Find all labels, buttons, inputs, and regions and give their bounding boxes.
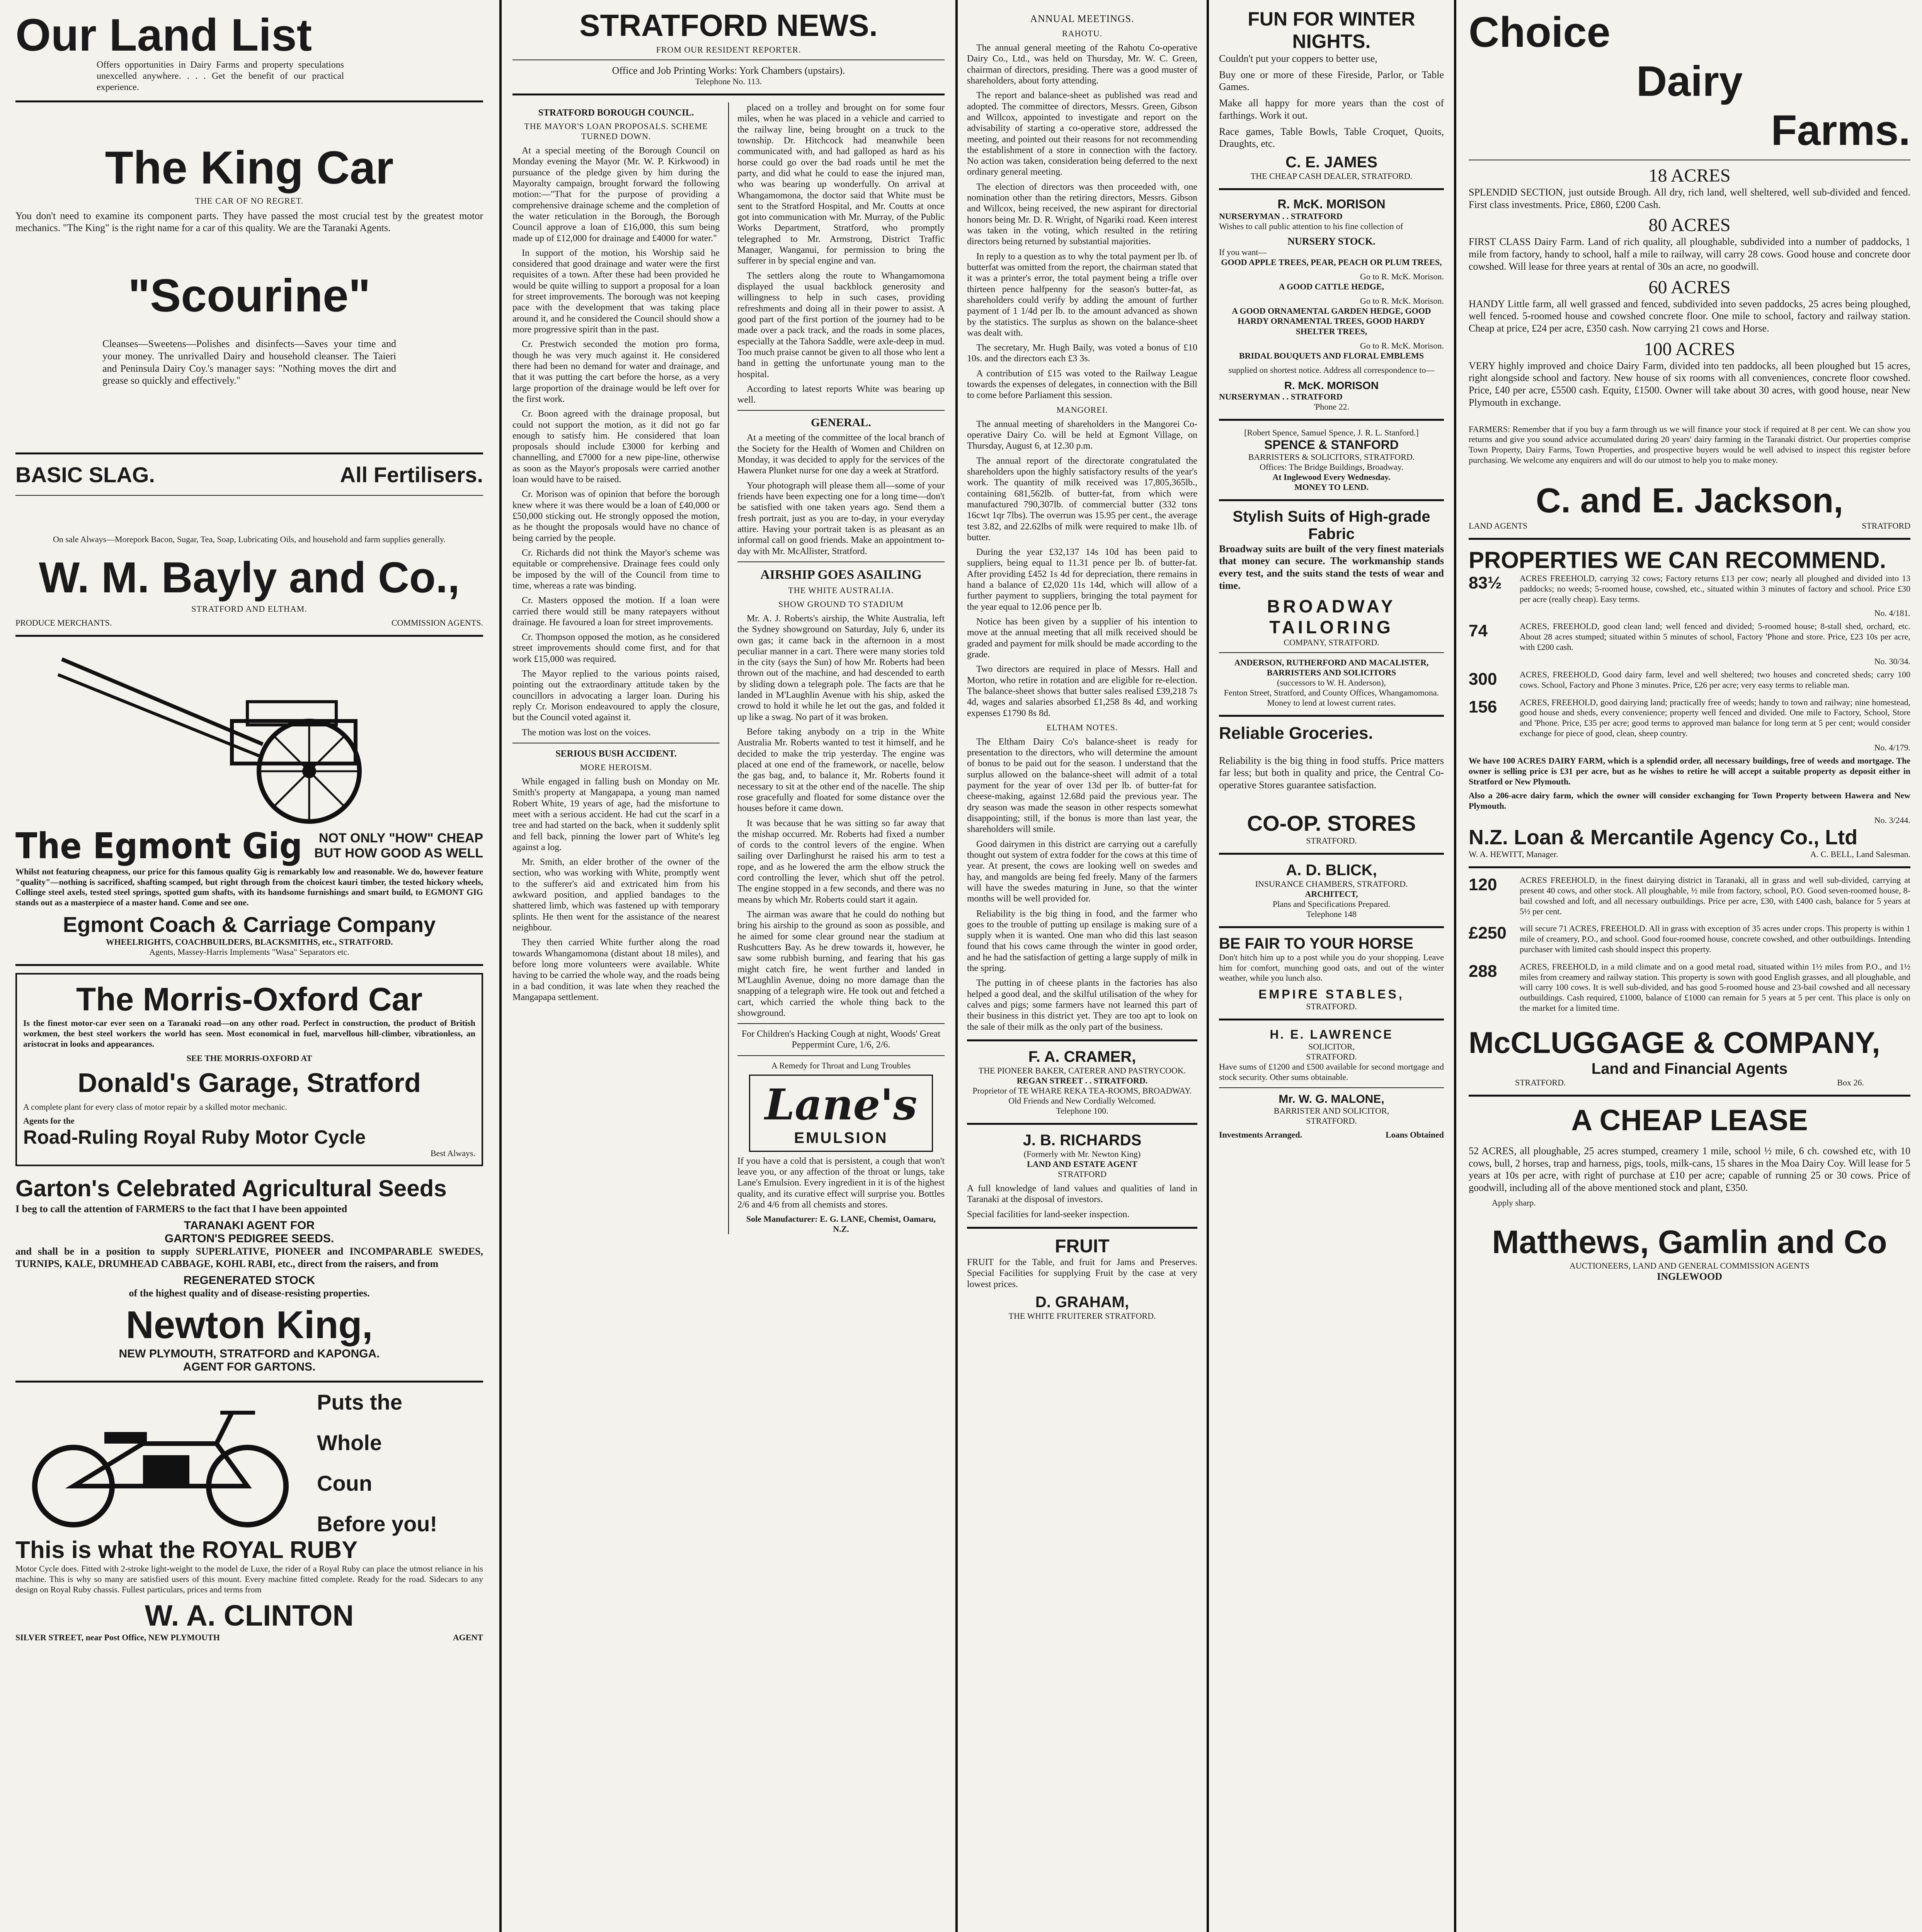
bayly-location: STRATFORD AND ELTHAM. bbox=[191, 604, 307, 614]
eltham-head: ELTHAM NOTES. bbox=[1046, 722, 1118, 732]
mccluggage-left: STRATFORD. bbox=[1515, 1077, 1566, 1087]
blick-sub: INSURANCE CHAMBERS, STRATFORD. bbox=[1255, 879, 1408, 889]
nights-p4: Race games, Table Bowls, Table Croquet, Quoits, Draughts, etc. bbox=[1219, 126, 1444, 150]
nights-head: FUN FOR WINTER NIGHTS. bbox=[1248, 8, 1415, 52]
blick-arch: ARCHITECT, bbox=[1305, 889, 1358, 899]
morison-if: If you want— bbox=[1219, 247, 1267, 257]
props-footer: We have 100 ACRES DAIRY FARM, which is a splendid order, all necessary buildings, free of weeds and mortgage. The owner is selling price is £31 per acre, but as he wishes to retire he will accept a suitable property as deposit either in Stratford or New Plymouth. bbox=[1469, 755, 1910, 786]
property-listing bbox=[1469, 923, 1910, 958]
mangorei-p3: During the year £32,137 14s 10d has been paid to suppliers, being equal to 11.31 pence per lb. of butter-fat. After providing £452 1s 4d for depreciation, there remains in hand a balance of £2,020 11s 14d, which will allow of a further payment to suppliers, bringing the total payment for the year equal to 12.06 pence per lb. bbox=[967, 547, 1197, 612]
richards-name: J. B. RICHARDS bbox=[1023, 1131, 1142, 1149]
morison-nursery: NURSERYMAN . . STRATFORD bbox=[1219, 211, 1343, 221]
stratford-news-masthead: STRATFORD NEWS. bbox=[579, 8, 878, 43]
property-acres: 300 bbox=[1469, 669, 1497, 689]
lane-emulsion: EMULSION bbox=[794, 1129, 888, 1146]
royal-ruby-puts: Puts the bbox=[317, 1390, 402, 1415]
borough-headline: STRATFORD BOROUGH COUNCIL. bbox=[538, 108, 694, 118]
morison-item-5: supplied on shortest notice. Address all correspondence to— bbox=[1228, 365, 1435, 375]
jackson-row bbox=[1469, 521, 1910, 531]
rahotu-head: RAHOTU. bbox=[1062, 29, 1103, 38]
morison-go-1: Go to R. McK. Morison. bbox=[1360, 271, 1444, 281]
richards-special: Special facilities for land-seeker inspection. bbox=[967, 1209, 1130, 1219]
king-car-text: You don't need to examine its component parts. They have passed the most crucial test by the greatest motor mechanics. "The King" is the right name for a car of this quality. We are the Taranaki Agents. bbox=[15, 210, 483, 234]
airship-p1: Mr. A. J. Roberts's airship, the White Australia, left the Sydney showground on Saturday, July 6, under its own gas; it came back in the afternoon in a most peculiar manner in a cart. There were many stories told in the city (says the Sun) of how Mr. Roberts had been thrown out of the machine, and had descended to earth by sliding down a telegraph pole. The facts are that he landed in M'Laughlin Avenue with his ship, asked the crowd to hold it while he let out the gas, and folded it up like a swag. No part of it was broken. bbox=[737, 613, 945, 722]
property-text bbox=[1520, 573, 1910, 618]
lane-text: If you have a cold that is persistent, a cough that won't leave you, or any affection of the throat or lungs, take Lane's Emulsion. Every ingredient in it is of the highest quality, and its curative effect will surprise you. Bottles 2/6 and 4/6 from all chemists and stores. bbox=[737, 1156, 945, 1210]
bayly-produce: PRODUCE MERCHANTS. bbox=[15, 617, 112, 628]
clinton-address: SILVER STREET, near Post Office, NEW PLYMOUTH bbox=[15, 1632, 220, 1642]
motorcycle-drawing bbox=[15, 1389, 309, 1529]
mgc-sub: AUCTIONEERS, LAND AND GENERAL COMMISSION AGENTS bbox=[1569, 1260, 1810, 1270]
bush-headline: SERIOUS BUSH ACCIDENT. bbox=[555, 748, 677, 759]
morris-best-always: Best Always. bbox=[430, 1148, 475, 1158]
lane-logo bbox=[749, 1075, 933, 1152]
on-sale-text: On sale Always—Morepork Bacon, Sugar, Tea, Soap, Lubricating Oils, and household and farm supplies generally. bbox=[53, 534, 446, 544]
king-car-subtitle: THE CAR OF NO REGRET. bbox=[195, 196, 304, 206]
general-p1: At a meeting of the committee of the local branch of the Society for the Health of Women and Children on Monday, it was decided to apply for the services of the Hawera Plunket nurse for one day a week at Stratford. bbox=[737, 433, 945, 476]
anderson-addr: Fenton Street, Stratford, and County Offices, Whangamomona. bbox=[1224, 687, 1439, 697]
coop-stores: CO-OP. STORES bbox=[1247, 811, 1416, 835]
property-number: No. 4/181. bbox=[1874, 608, 1910, 618]
morris-agents-for: Agents for the bbox=[23, 1116, 75, 1126]
cramer-name: F. A. CRAMER, bbox=[1028, 1048, 1136, 1065]
office-telephone: Telephone No. 113. bbox=[695, 77, 762, 86]
newton-king: Newton King, bbox=[126, 1303, 373, 1347]
richards-role: LAND AND ESTATE AGENT bbox=[1027, 1159, 1137, 1169]
broadway-word: BROADWAY bbox=[1267, 596, 1396, 616]
property-text bbox=[1520, 670, 1910, 694]
horse-title: BE FAIR TO YOUR HORSE bbox=[1219, 935, 1414, 952]
jackson-title: C. and E. Jackson, bbox=[1536, 481, 1844, 520]
gig-illustration bbox=[15, 644, 483, 825]
basic-slag-banner bbox=[15, 462, 483, 487]
nz-loan-manager: W. A. HEWITT, Manager. bbox=[1469, 849, 1558, 859]
royal-ruby-ad bbox=[15, 1389, 483, 1536]
mccluggage-props bbox=[1469, 875, 1910, 1017]
general-p2: Your photograph will please them all—some of your friends have been expecting one for a long time—don't be satisfied with one taken years ago. Send them a fresh portrait, just as you are to-day, in your everyday attire. Having your portrait taken is as pleasant as an informal call on good friends. Make an appointment to-day with Mr. McAllister, Stratford. bbox=[737, 480, 945, 556]
morison-item-4: BRIDAL BOUQUETS AND FLORAL EMBLEMS bbox=[1239, 351, 1424, 361]
property-acres: 74 bbox=[1469, 621, 1488, 641]
mangorei-head: MANGOREI. bbox=[1056, 405, 1108, 415]
annual-meetings-head: ANNUAL MEETINGS. bbox=[1030, 13, 1134, 24]
broadway-company: COMPANY, STRATFORD. bbox=[1284, 637, 1379, 647]
cheap-lease-title: A CHEAP LEASE bbox=[1571, 1104, 1808, 1137]
airship-headline: AIRSHIP GOES ASAILING bbox=[760, 567, 922, 582]
farms-word: Farms. bbox=[1771, 107, 1910, 154]
mgc-title: Matthews, Gamlin and Co bbox=[1492, 1223, 1887, 1260]
garton-pedigree: GARTON'S PEDIGREE SEEDS. bbox=[164, 1232, 334, 1245]
column-2 bbox=[502, 0, 955, 1932]
property-text bbox=[1520, 962, 1910, 1017]
rahotu-p3: The election of directors was then proceeded with, one nomination other than the retiring directors, Messrs. Gibson and Willcox, being received, the new aspirant for directorial honors being Mr. D. R. Wright, of Ngariki road. Keen interest was taken in the voting, which resulted in the retiring directors being returned by substantial majorities. bbox=[967, 182, 1197, 247]
bayly-roles bbox=[15, 618, 483, 628]
mgc-place: INGLEWOOD bbox=[1656, 1270, 1723, 1282]
property-acres: 83½ bbox=[1469, 573, 1502, 592]
richards-place: STRATFORD bbox=[1058, 1169, 1107, 1179]
nz-loan-title: N.Z. Loan & Mercantile Agency Co., Ltd bbox=[1469, 826, 1858, 849]
farm-18-text: SPLENDID SECTION, just outside Brough. All dry, rich land, well sheltered, well sub-divided and fenced. First class investments. Price, £860, £200 Cash. bbox=[1469, 187, 1910, 210]
mccluggage-sub: Land and Financial Agents bbox=[1591, 1060, 1788, 1077]
cramer-tel: Telephone 100. bbox=[1056, 1105, 1108, 1116]
property-listing bbox=[1469, 670, 1910, 694]
column-rule-4 bbox=[1454, 0, 1456, 1932]
james-sub: THE CHEAP CASH DEALER, STRATFORD. bbox=[1250, 171, 1413, 181]
newton-king-agent: AGENT FOR GARTONS. bbox=[183, 1361, 316, 1374]
land-list-title: Our Land List bbox=[15, 10, 312, 61]
property-text bbox=[1520, 697, 1910, 753]
tailoring-word: TAILORING bbox=[1269, 617, 1394, 637]
spence-inglewood: At Inglewood Every Wednesday. bbox=[1272, 472, 1391, 482]
news-col-a bbox=[512, 102, 720, 1234]
malone-loans: Loans Obtained bbox=[1386, 1129, 1444, 1139]
borough-subhead: THE MAYOR'S LOAN PROPOSALS. SCHEME TURNED DOWN. bbox=[524, 121, 708, 141]
morris-title: The Morris-Oxford Car bbox=[76, 981, 423, 1018]
spence-offices: Offices: The Bridge Buildings, Broadway. bbox=[1260, 462, 1403, 472]
eltham-p1: The Eltham Dairy Co's balance-sheet is ready for presentation to the directors, who will determine the amount of bonus to be paid out for the season. I understand that the surplus allowed on the balance-sheet will admit of a total payment for the year of over 13d per lb. of butter-fat for cheese-making, against 12.68d paid the previous year. The dry season was made the season in other respects somewhat disappointing; still, if the bonus is more than last year, the shareholders will smile. bbox=[967, 736, 1197, 835]
mccluggage-row bbox=[1469, 1078, 1910, 1088]
egmont-gig-text: Whilst not featuring cheapness, our price for this famous quality Gig is remarkably low and reasonable. We do, however feature "quality"—nothing is sacrificed, shafting scamped, but right through from the choicest kauri timber, the tested hickory wheels, Collinge steel axels, tested steel springs, spotted gum shafts, with its handsome furnishings and smart build, to EGMONT GIG stands out as a masterpiece of a master hand. Come and see one. bbox=[15, 866, 483, 908]
blick-tel: Telephone 148 bbox=[1306, 909, 1357, 919]
borough-p6: Cr. Richards did not think the Mayor's scheme was equitable or comprehensive. Drainage fees could only be imposed by the will of the Council from time to time, whereas a rate was binding. bbox=[512, 548, 720, 591]
morison-name: R. McK. MORISON bbox=[1277, 197, 1386, 211]
cough-ad: For Children's Hacking Cough at night, Woods' Great Peppermint Cure, 1/6, 2/6. bbox=[741, 1029, 941, 1050]
james-name: C. E. JAMES bbox=[1285, 154, 1377, 171]
property-acres: £250 bbox=[1469, 923, 1507, 943]
news-divider bbox=[728, 102, 729, 1234]
col2b-p2: The settlers along the route to Whangamomona displayed the usual backblock generosity and willingness to help in such cases, providing refreshments and doing all in their power to assist. A good part of the first portion of the journey had to be made over a pack track, and the roads in some places, especially at the Tahora Saddle, were axle-deep in mud. Too much praise cannot be given to all those who lent a hand in getting the unfortunate young man to the hospital. bbox=[737, 270, 945, 379]
malone-name: Mr. W. G. MALONE, bbox=[1278, 1092, 1384, 1105]
mangorei-p2: The annual report of the directorate congratulated the shareholders upon the highly satisfactory results of the year's work. The quantity of milk received was 17,805,365lb., containing 681,562lb. of butter-fat, from which were manufactured 790,307lb. of commercial butter (332 tons 16cwt 1qr 7lbs). The overrun was 15.95 per cent., the average test 3.82, and 22.62lbs of milk were required to make 1lb. of butter. bbox=[967, 456, 1197, 543]
royal-ruby-whole: Whole bbox=[317, 1430, 382, 1455]
property-description: ACRES, FREEHOLD, good clean land; well fenced and divided; 5-roomed house; 8-stall shed, orchard, etc. About 28 acres stumped; situated within 5 minutes of school, Factory 'Phone and store. Price, £23 10s per acre, with £200 cash. bbox=[1520, 621, 1910, 652]
borough-p7: Cr. Masters opposed the motion. If a loan were carried there would still be many ratepayers without drainage. He favoured a loan for street improvements. bbox=[512, 595, 720, 628]
props-title: PROPERTIES WE CAN RECOMMEND. bbox=[1469, 547, 1886, 573]
lawrence-text: Have sums of £1200 and £500 available for second mortgage and stock security. Other sums obtainable. bbox=[1219, 1062, 1444, 1082]
donalds-garage: Donald's Garage, Stratford bbox=[78, 1067, 421, 1098]
property-description: ACRES FREEHOLD, carrying 32 cows; Factory returns £13 per cow; nearly all ploughed and divided into 13 paddocks; no weeds; 5-roomed house, cowshed, etc., situated within 3 minutes of factory and school. Price £30 per acre (really cheap). Easy terms. bbox=[1520, 573, 1910, 604]
property-listing bbox=[1469, 621, 1910, 666]
anderson-role: BARRISTERS AND SOLICITORS bbox=[1267, 667, 1396, 677]
property-listing bbox=[1469, 697, 1910, 753]
borough-p3: Cr. Prestwich seconded the motion pro forma, though he was very much against it. He considered there had been no demand for water and drainage, and that it was putting the cart before the horse, as a very large proportion of the drainage would be left over for the first work. bbox=[512, 339, 720, 404]
bayly-title: W. M. Bayly and Co., bbox=[39, 553, 460, 602]
property-listing bbox=[1469, 962, 1910, 1017]
nz-loan-row bbox=[1469, 849, 1910, 859]
malone-place: STRATFORD. bbox=[1306, 1116, 1357, 1126]
malone-investments: Investments Arranged. bbox=[1219, 1129, 1302, 1139]
jackson-left: LAND AGENTS bbox=[1469, 520, 1528, 531]
column-1 bbox=[0, 0, 499, 1932]
garton-p1: I beg to call the attention of FARMERS to the fact that I have been appointed bbox=[15, 1203, 347, 1215]
borough-p1: At a special meeting of the Borough Council on Monday evening the Mayor (Mr. W. P. Kirkwood) in pursuance of the pledge given by him during the Mayoralty campaign, brought forward the following motion:—"That for the purpose of providing a comprehensive drainage scheme and the completion of the water reticulation in the Borough, the Borough Council approve a loan of £16,000, this sum being made up of £12,000 for drainage and £4000 for water." bbox=[512, 146, 720, 243]
eltham-p4: The putting in of cheese plants in the factories has also helped a good deal, and the skilful utilisation of the whey for calves and pigs; some farmers have not learned this part of their business in this district yet. They are too apt to look on the sale of their milk as the only part of the business. bbox=[967, 978, 1197, 1032]
props-footer-2-no: No. 3/244. bbox=[1874, 815, 1910, 825]
property-listing bbox=[1469, 875, 1910, 920]
property-description: will secure 71 ACRES, FREEHOLD. All in grass with exception of 35 acres under crops. This property is within 1 mile of creamery, P.O., and school. Good four-roomed house, concrete cowshed, and other outbuildings. Intending purchaser with limited cash should inspect this property. bbox=[1520, 923, 1910, 954]
morris-plant: A complete plant for every class of motor repair by a skilled motor mechanic. bbox=[23, 1102, 287, 1112]
news-columns bbox=[512, 102, 945, 1234]
eltham-p3: Reliability is the big thing in food, and the farmer who goes to the trouble of putting up ensilage is making sure of a supply when it is wanted. One man who did this last season found that his cows came through the winter in good order, and he had the satisfaction of getting a large supply of milk in the spring. bbox=[967, 908, 1197, 974]
mangorei-p4: Notice has been given by a supplier of his intention to move at the annual meeting that all milk received should be graded and payment for milk should be made according to the grade. bbox=[967, 617, 1197, 660]
general-headline: GENERAL. bbox=[811, 416, 871, 429]
property-acres: 156 bbox=[1469, 697, 1497, 716]
morris-see: SEE THE MORRIS-OXFORD AT bbox=[186, 1053, 312, 1063]
property-listing bbox=[1469, 573, 1910, 618]
airship-sub2: SHOW GROUND TO STADIUM bbox=[778, 599, 904, 609]
king-car-title: The King Car bbox=[105, 141, 394, 194]
basic-slag-label: BASIC SLAG. bbox=[15, 463, 155, 487]
borough-result: The motion was lost on the voices. bbox=[522, 727, 651, 738]
farm-18-title: 18 ACRES bbox=[1648, 165, 1731, 186]
garton-regen: REGENERATED STOCK bbox=[183, 1274, 315, 1287]
egmont-company: Egmont Coach & Carriage Company bbox=[63, 912, 436, 937]
nz-loan-salesman: A. C. BELL, Land Salesman. bbox=[1810, 849, 1910, 859]
cheap-lease-apply: Apply sharp. bbox=[1492, 1197, 1536, 1208]
anderson-money: Money to lend at lowest current rates. bbox=[1267, 697, 1396, 707]
col2b-p1: placed on a trolley and brought on for some four miles, when he was placed in a vehicle and carried to the railway line, being brought on a truck to the township. Dr. Hitchcock had meanwhile been communicated with, and had galloped as hard as his horse could go over the bad roads until he met the party, and did what he could to ease the injured man, who was bearing up wonderfully. On arrival at Whangamomona, the doctor said that White must be sent to the Stratford Hospital, and Mr. Coutts at once got into communication with Mr. Murray, of the Public Works Department, Stratford, who promptly telegraphed to Mr. Armstrong, District Traffic Manager, Wanganui, for permission to bring the sufferer in by special engine and van. bbox=[737, 103, 945, 266]
egmont-gig-title: The Egmont Gig bbox=[15, 825, 303, 867]
jackson-right: STRATFORD bbox=[1862, 520, 1910, 531]
nights-p2: Buy one or more of these Fireside, Parlor, or Table Games. bbox=[1219, 69, 1444, 93]
suits-title: Stylish Suits of High-grade Fabric bbox=[1233, 508, 1430, 543]
borough-p5: Cr. Morison was of opinion that before the borough knew where it was there would be a loan of £40,000 or £50,000 sticking out. He strongly opposed the motion, as he thought the proposals would have no chance of being carried by the people. bbox=[512, 489, 720, 543]
property-acres: 120 bbox=[1469, 875, 1497, 895]
column-rule-1 bbox=[499, 0, 502, 1932]
royal-ruby-before: Before you! bbox=[317, 1512, 438, 1536]
reliable-text: Reliability is the big thing in food stuffs. Price matters far less; but both in quality and price, the Central Co-operative Stores guarantee satisfaction. bbox=[1219, 755, 1444, 791]
rahotu-p1: The annual general meeting of the Rahotu Co-operative Dairy Co., Ltd., was held on Thursday, Mr. W. C. Green, chairman of directors, presiding. There was a good muster of shareholders, about forty attending. bbox=[967, 43, 1197, 86]
borough-p2: In support of the motion, his Worship said he considered that good drainage and water were the first requisites of a town. After these had been provided he would be quite willing to support a proposal for a loan for street improvements. The borough was not keeping pace with the development that was taking place around it, and he considered the Council should show a more progressive spirit than in the past. bbox=[512, 248, 720, 335]
property-text bbox=[1520, 621, 1910, 666]
spence-money: MONEY TO LEND. bbox=[1294, 482, 1369, 492]
farm-100-title: 100 ACRES bbox=[1644, 338, 1735, 359]
blick-name: A. D. BLICK, bbox=[1286, 861, 1377, 879]
office-line: Office and Job Printing Works: York Chambers (upstairs). bbox=[612, 65, 845, 76]
clinton-name: W. A. CLINTON bbox=[145, 1599, 354, 1632]
richards-late: (Formerly with Mr. Newton King) bbox=[1023, 1149, 1141, 1159]
blick-plans: Plans and Specifications Prepared. bbox=[1272, 899, 1391, 909]
bush-p2: Mr. Smith, an elder brother of the owner of the section, who was working with White, promptly went to the sufferer's aid and extricated him from his awkward position, and applied bandages to the shattered limb, which was fastened up with temporary splints. He then went for the assistance of the nearest neighbour. bbox=[512, 857, 720, 933]
mccluggage-right: Box 26. bbox=[1837, 1077, 1864, 1087]
property-text bbox=[1520, 923, 1910, 958]
spence-role: BARRISTERS & SOLICITORS, STRATFORD. bbox=[1248, 452, 1415, 462]
choice-word: Choice bbox=[1469, 9, 1610, 56]
property-description: ACRES, FREEHOLD, Good dairy farm, level and well sheltered; two houses and concreted sheds; carry 100 cows. School, Factory and Phone 3 minutes. Price, £26 per acre; very easy terms to reliable man. bbox=[1520, 669, 1910, 690]
morison-wishes: Wishes to call public attention to his fine collection of bbox=[1219, 221, 1403, 231]
morison-go-3: Go to R. McK. Morison. bbox=[1360, 341, 1444, 350]
egmont-slogan-2: BUT HOW GOOD AS WELL bbox=[314, 846, 483, 861]
land-list-text: Offers opportunities in Dairy Farms and property speculations unexcelled anywhere. . . . Get the benefit of our practical experience. bbox=[97, 60, 344, 93]
anderson-title: ANDERSON, RUTHERFORD AND MACALISTER, bbox=[1234, 657, 1429, 667]
anderson-succ: (successors to W. H. Anderson), bbox=[1277, 677, 1386, 687]
morris-text: Is the finest motor-car ever seen on a Taranaki road—on any other road. Perfect in construction, the product of British workmen, the best steel workers the world has seen. Most economical in fuel, marvellous hill-climber, vibrationless, an aristocrat in looks and appearances. bbox=[23, 1018, 475, 1049]
empire-stables: EMPIRE STABLES, bbox=[1258, 987, 1404, 1002]
fruit-ad bbox=[967, 1236, 1197, 1321]
royal-ruby-coun: Coun bbox=[317, 1471, 373, 1496]
cramer-ad bbox=[967, 1048, 1197, 1116]
borough-p8: Cr. Thompson opposed the motion, as he considered street improvements should come first, and for that work £15,000 was required. bbox=[512, 632, 720, 664]
property-description: ACRES FREEHOLD, in the finest dairying district in Taranaki, all in grass and well sub-divided, carrying at present 40 cows, and other stock. All ploughable, ½ mile from factory, school, P.O. Good seven-roomed house, 8-bail cowshed and loft, and all necessary outbuildings. Price per acre, £30, with £400 cash, balance for 5 years at 5½ per cent. bbox=[1520, 875, 1910, 916]
resident-reporter: FROM OUR RESIDENT REPORTER. bbox=[656, 45, 801, 54]
airship-sub: THE WHITE AUSTRALIA. bbox=[788, 585, 894, 595]
farm-100-text: VERY highly improved and choice Dairy Farm, divided into ten paddocks, all been ploughed but 15 acres, right alongside school and factory. New house of six rooms with all conveniences, concrete floor cowshed. Price, £40 per acre, £5500 cash. Equity, £1500. Owner will take about 30 acres, with good house, near New Plymouth in exchange. bbox=[1469, 360, 1910, 408]
nights-p3: Make all happy for more years than the cost of farthings. Work it out. bbox=[1219, 97, 1444, 121]
garton-title: Garton's Celebrated Agricultural Seeds bbox=[15, 1175, 447, 1202]
airship-p2: Before taking anybody on a trip in the White Australia Mr. Roberts wanted to test it himself, and he decided to make the trip yesterday. The engine was placed at one end of the framework, or nacelle, below the gas bag, and, to balance it, Mr. Roberts found it necessary to sit at the other end of the nacelle. The ship rose gracefully and floated for some distance over the houses before it came down. bbox=[737, 727, 945, 814]
farm-60-text: HANDY Little farm, all well grassed and fenced, subdivided into seven paddocks, 25 acres being ploughed, well fenced. 5-roomed house and cowshed concrete floor. One mile to school, factory and railway station. Cheap at price, £24 per acre, £350 cash. Now carrying 21 cows and Horse. bbox=[1469, 298, 1910, 334]
egmont-slogan-1: NOT ONLY "HOW" CHEAP bbox=[318, 831, 483, 846]
spence-title: SPENCE & STANFORD bbox=[1264, 437, 1399, 452]
egmont-agents: Agents, Massey-Harris Implements "Wasa" Separators etc. bbox=[149, 947, 349, 957]
morison-name-2: R. McK. MORISON bbox=[1284, 379, 1379, 391]
news-col-b bbox=[737, 102, 945, 1234]
scourine-title: "Scourine" bbox=[128, 270, 371, 322]
cramer-street: REGAN STREET . . STRATFORD. bbox=[1016, 1075, 1148, 1085]
morison-stock: NURSERY STOCK. bbox=[1287, 235, 1376, 247]
egmont-company-sub: WHEELRIGHTS, COACHBUILDERS, BLACKSMITHS, etc., STRATFORD. bbox=[106, 937, 393, 947]
bush-p3: They then carried White further along the road towards Whangamomona (distant about 18 miles), and before long more volunteers were available. White having to be carried the whole way, and the roads being in a bad condition, it was late when they reached the Mangapapa settlement. bbox=[512, 937, 720, 1002]
clinton-agent: AGENT bbox=[453, 1632, 483, 1642]
mangorei-p1: The annual meeting of shareholders in the Mangorei Co-operative Dairy Co. will be held at Egmont Village, on Thursday, August 6, at 12.30 p.m. bbox=[967, 419, 1197, 451]
gig-drawing bbox=[15, 644, 472, 825]
morison-go-2: Go to R. McK. Morison. bbox=[1360, 296, 1444, 306]
rahotu-p6: A contribution of £15 was voted to the Railway League towards the expenses of delegates, in connection with the Bill to come before Parliament this session. bbox=[967, 368, 1197, 401]
mccluggage-title: McCLUGGAGE & COMPANY, bbox=[1469, 1025, 1880, 1060]
fruit-text: FRUIT for the Table, and fruit for Jams and Preserves. Special Facilities for supplying Fruit by the case at very lowest prices. bbox=[967, 1257, 1197, 1289]
suits-text: Broadway suits are built of the very finest materials that money can secure. The workmanship stands every test, and the suits stand the tests of wear and time. bbox=[1219, 543, 1444, 591]
airship-p4: The airman was aware that he could do nothing but bring his airship to the ground as soon as possible, and he aimed for some clear ground near the stadium at Rushcutters Bay. As he drew towards it, however, he saw some rubbish burning, and fearing that his gas might catch fire, he went further and landed in M'Laughlin Avenue, doing no more damage than the snapping of a telegraph wire. He took out and fetched a cart, which carried the whole thing back to the showground. bbox=[737, 910, 945, 1018]
props-list bbox=[1469, 573, 1910, 753]
farmers-text: FARMERS: Remember that if you buy a farm through us we will finance your stock if required at 8 per cent. We can show you returns and give you sound advice accumulated during 20 years' dairy farming in the Taranaki district. Our properties comprise Town Property, Dairy Farms, Town Properties, and prospective buyers would be well advised to inspect this register before purchasing. We welcome any enquirers and will do our utmost to help you to make money. bbox=[1469, 424, 1910, 465]
bush-subhead: MORE HEROISM. bbox=[580, 762, 652, 772]
morris-oxford-ad bbox=[15, 973, 483, 1166]
nights-p1: Couldn't put your coppers to better use, bbox=[1219, 53, 1377, 64]
royal-ruby-cycle: Road-Ruling Royal Ruby Motor Cycle bbox=[23, 1126, 366, 1148]
lane-tagline: A Remedy for Throat and Lung Troubles bbox=[771, 1060, 911, 1070]
column-rule-3 bbox=[1207, 0, 1209, 1932]
lane-brand: Lane's bbox=[764, 1079, 918, 1129]
property-description: ACRES, FREEHOLD, good dairying land; practically free of weeds; handy to town and railway; nine homestead, good house and sheds, every convenience; property well fenced and divided. One mile to Factory, School, Store and 'Phone. Price, £35 per acre; good terms to approved man balance for long term at 5 per cent; would consider exchange for piece of good, clean, sheep country. bbox=[1520, 697, 1910, 738]
morison-item-1: GOOD APPLE TREES, PEAR, PEACH OR PLUM TREES, bbox=[1221, 257, 1442, 267]
spence-names: [Robert Spence, Samuel Spence, J. R. L. Stanford.] bbox=[1244, 427, 1419, 437]
dairy-word: Dairy bbox=[1636, 58, 1743, 105]
malone-services bbox=[1219, 1130, 1444, 1140]
property-number: No. 30/34. bbox=[1874, 656, 1910, 666]
cramer-friends: Old Friends and New Cordially Welcomed. bbox=[1008, 1095, 1156, 1105]
richards-ad bbox=[967, 1132, 1197, 1220]
column-5 bbox=[1457, 0, 1922, 1932]
scourine-text: Cleanses—Sweetens—Polishes and disinfects—Saves your time and your money. The unrivalled Dairy and household cleanser. The Taieri and Peninsula Dairy Coy.'s manager says: "Nothing moves the dirt and grease so quickly and effectively." bbox=[102, 338, 396, 386]
fruit-title: FRUIT bbox=[1055, 1236, 1110, 1257]
property-number: No. 4/179. bbox=[1874, 742, 1910, 752]
morison-phone: 'Phone 22. bbox=[1314, 401, 1349, 412]
cheap-lease-text: 52 ACRES, all ploughable, 25 acres stumped, creamery 1 mile, school ½ mile, 6 ch. cowshed etc, with 10 cows, bull, 2 horses, trap and harness, pigs, tools, milk-cans, 15 shares in the Moa Dairy Coy. Will lease for 5 years at 10s per acre, with right of purchase at £10 per acre; capable of running 25 or 30 cows. Price of goodwill, including all of the above mentioned stock and plant, £350. bbox=[1469, 1145, 1910, 1194]
farm-80-title: 80 ACRES bbox=[1648, 215, 1731, 236]
column-3 bbox=[958, 0, 1206, 1932]
property-text bbox=[1520, 875, 1910, 920]
cramer-sub: THE PIONEER BAKER, CATERER AND PASTRYCOOK. bbox=[978, 1065, 1186, 1075]
bayly-commission: COMMISSION AGENTS. bbox=[391, 617, 483, 628]
richards-text: A full knowledge of land values and qualities of land in Taranaki at the disposal of investors. bbox=[967, 1183, 1197, 1205]
rahotu-p5: The secretary, Mr. Hugh Baily, was voted a bonus of £10 10s. and the directors each £3 3s. bbox=[967, 343, 1197, 364]
farm-80-text: FIRST CLASS Dairy Farm. Land of rich quality, all ploughable, subdivided into a number of paddocks, 1 mile from factory, handy to school, half a mile to railway, will carry 28 cows. Good house and concrete door cowshed. Will lease for three years at rental of 30s an acre, no goodwill. bbox=[1469, 236, 1910, 272]
property-acres: 288 bbox=[1469, 961, 1497, 981]
borough-p9: The Mayor replied to the various points raised, pointing out the extraordinary attitude taken by the councillors in advocating a larger loan. During his reply Cr. Morison endeavoured to apply the closure, but the Council voted against it. bbox=[512, 669, 720, 723]
graham-name: D. GRAHAM, bbox=[1035, 1293, 1129, 1311]
farm-60-title: 60 ACRES bbox=[1648, 277, 1731, 298]
eltham-p2: Good dairymen in this district are carrying out a carefully thought out system of extra fodder for the cows at this time of year. At present, the cows are looking well on swedes and hay, and mangolds are being fed freely. Many of the farmers will have the swedes maturing in June, so that the winter months will be well provided for. bbox=[967, 839, 1197, 904]
morison-item-3: A GOOD ORNAMENTAL GARDEN HEDGE, GOOD HARDY ORNAMENTAL TREES, GOOD HARDY SHELTER TREES, bbox=[1232, 306, 1431, 337]
malone-role: BARRISTER AND SOLICITOR, bbox=[1273, 1105, 1389, 1116]
props-footer-2: Also a 206-acre dairy farm, which the owner will consider exchanging for Town Property between Hawera and New Plymouth. bbox=[1469, 791, 1910, 811]
clinton-address-row bbox=[15, 1633, 483, 1643]
col2b-p3: According to latest reports White was bearing up well. bbox=[737, 384, 945, 405]
egmont-gig-header bbox=[15, 825, 483, 867]
reliable-title: Reliable Groceries. bbox=[1219, 723, 1373, 743]
horse-text: Don't hitch him up to a post while you do your shopping. Leave him for comfort, munching good oats, and out of the winter weather, while you lunch also. bbox=[1219, 952, 1444, 983]
royal-ruby-headline: This is what the ROYAL RUBY bbox=[15, 1537, 358, 1564]
borough-p4: Cr. Boon agreed with the drainage proposal, but could not support the motion, as it did not go far enough to satisfy him. He considered that loan proposals should include £3000 for kerbing and channelling, and £7000 for a new pipe-line, otherwise as soon as the Mayor's proposals were carried another loan would have to be raised. bbox=[512, 409, 720, 485]
cramer-prop: Proprietor of TE WHARE REKA TEA-ROOMS, BROADWAY. bbox=[972, 1085, 1192, 1095]
rahotu-p2: The report and balance-sheet as published was read and adopted. The committee of directors, Messrs. Green, Gibson and Willcox, appointed to investigate and report on the advisability of starting a co-operative store, addressed the meeting, and pointed out their reasons for not recommending the establishment of a store in connection with the factory. No action was taken, consideration being deferred to the next ordinary general meeting. bbox=[967, 90, 1197, 177]
garton-agent: TARANAKI AGENT FOR bbox=[184, 1219, 315, 1232]
mangorei-p5: Two directors are required in place of Messrs. Hall and Morton, who retire in rotation and are eligible for re-election. The balance-sheet shows that butter sales realised £39,218 7s 4d, wages and salaries absorbed £1,258 8s 4d, and working expenses £1790 8s 8d. bbox=[967, 664, 1197, 718]
garton-p3: of the highest quality and of disease-resisting properties. bbox=[129, 1287, 370, 1299]
fertilisers-label: All Fertilisers. bbox=[340, 463, 483, 487]
morison-item-2: A GOOD CATTLE HEDGE, bbox=[1278, 281, 1384, 291]
newton-king-places: NEW PLYMOUTH, STRATFORD and KAPONGA. bbox=[119, 1347, 380, 1361]
column-4 bbox=[1210, 0, 1453, 1932]
coop-place: STRATFORD. bbox=[1306, 835, 1357, 845]
garton-p2: and shall be in a position to supply SUPERLATIVE, PIONEER and INCOMPARABLE SWEDES, TURNIPS, KALE, DRUMHEAD CABBAGE, KOHL RABI, etc., direct from the raisers, and from bbox=[15, 1246, 483, 1269]
lawrence-role: SOLICITOR, bbox=[1308, 1042, 1355, 1052]
column-rule-2 bbox=[955, 0, 958, 1932]
empire-place: STRATFORD. bbox=[1306, 1002, 1357, 1012]
airship-p3: It was because that he was sitting so far away that the mishap occurred. Mr. Roberts had fixed a number of cords to the control levers of the engine. When sailing over Darlinghurst he raised his arm to test a rope, and as he lowered the arm the elbow struck the cord controlling the lever, which shut off the petrol. The engine stopped in a few seconds, and there was no means by which Mr. Roberts could start it again. bbox=[737, 818, 945, 905]
lane-maker: Sole Manufacturer: E. G. LANE, Chemist, Oamaru, N.Z. bbox=[746, 1214, 936, 1234]
graham-sub: THE WHITE FRUITERER STRATFORD. bbox=[1008, 1311, 1156, 1321]
royal-ruby-text: Motor Cycle does. Fitted with 2-stroke light-weight to the model de Luxe, the rider of a Royal Ruby can place the utmost reliance in his machine. This is why so many are satisfied users of this mount. Every machine fitted complete. Ready for the road. Sidecars to any design on Royal Ruby chassis. Fullest particulars, prices and terms from bbox=[15, 1564, 483, 1594]
bush-p1: While engaged in falling bush on Monday on Mr. Smith's property at Mangapapa, a young man named Robert White, 19 years of age, had the misfortune to meet with a serious accident. He had cut the scarf in a tree and had started on the back, when it suddenly split and fell back, pinning the lower part of White's leg against a log. bbox=[512, 776, 720, 852]
lawrence-place: STRATFORD. bbox=[1306, 1052, 1357, 1062]
rahotu-p4: In reply to a question as to why the total payment per lb. of butterfat was omitted from the report, the chairman stated that it was a printer's error, the total payment being a trifle over thirteen pence halfpenny for the season's butter-fat, as shareholders could verify by adding the amount of further payment of 1 1/4d per lb. to the amount advanced as shown by the statistics. The surplus as shown on the balance-sheet was dealt with. bbox=[967, 251, 1197, 338]
property-description: ACRES, FREEHOLD, in a mild climate and on a good metal road, situated within 1½ miles from P.O., and 1½ miles from creamery and railway station. This property is sown with good English grasses, and all ploughable, and will carry 100 cows. It is well sub-divided, and has good 5-roomed house and 23-bail cowshed and all necessary outbuildings. Cash required, £1000, balance of £1000 can remain for 5 years at 5 per cent. This place is only on the market for a limited time. bbox=[1520, 961, 1910, 1013]
lawrence-name: H. E. LAWRENCE bbox=[1270, 1027, 1393, 1042]
morison-nursery-2: NURSERYMAN . . STRATFORD bbox=[1219, 391, 1343, 401]
